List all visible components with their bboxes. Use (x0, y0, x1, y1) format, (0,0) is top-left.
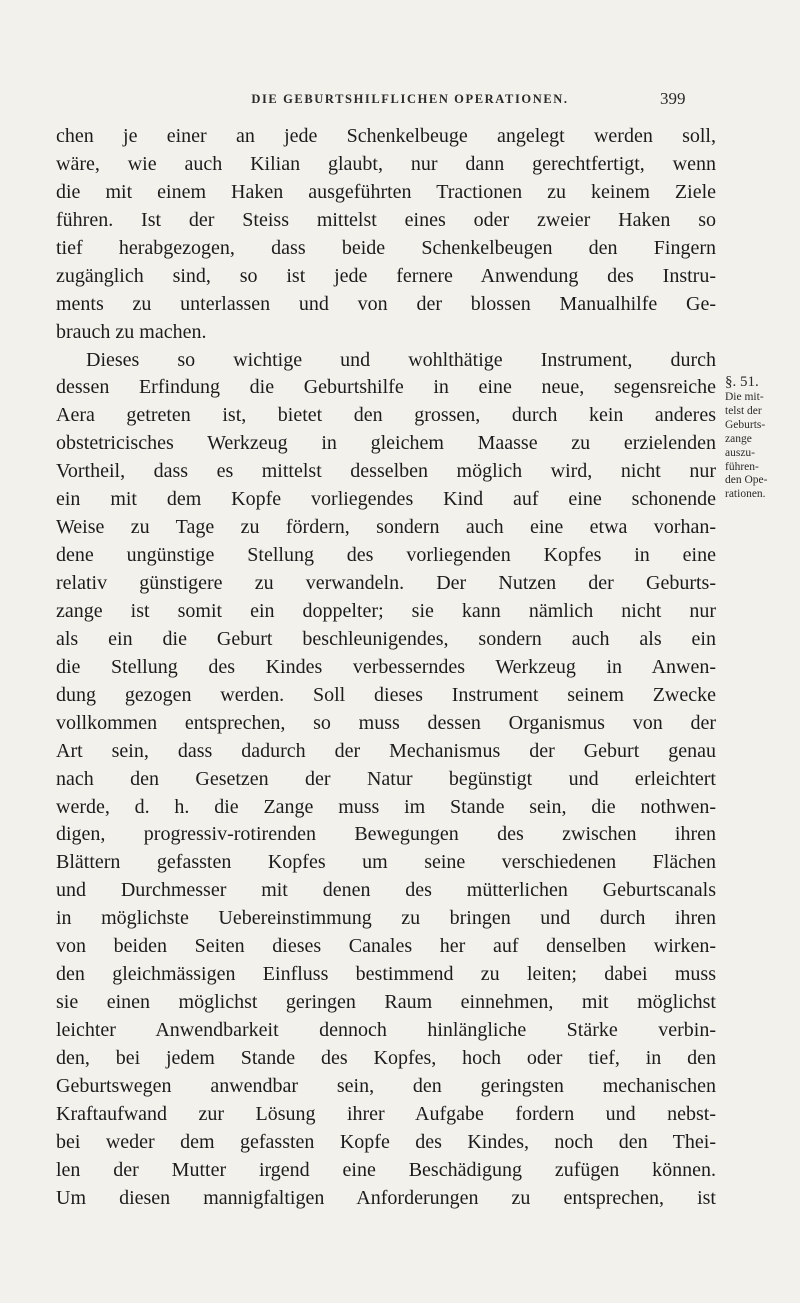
text-line: werde, d. h. die Zange muss im Stande sein, die nothwen- (56, 795, 716, 818)
text-line: vollkommen entsprechen, so muss dessen Organismus von der (56, 711, 716, 734)
text-line: von beiden Seiten dieses Canales her auf denselben wirken- (56, 935, 716, 958)
margin-note-line: Geburts- (725, 418, 766, 431)
text-line: ments zu unterlassen und von der blossen Manualhilfe Ge- (56, 292, 716, 315)
margin-note (725, 373, 797, 502)
text-line: Blättern gefassten Kopfes um seine verschiedenen Flächen (56, 851, 716, 874)
paragraph-number: §. 51. (725, 374, 759, 390)
text-line: den gleichmässigen Einfluss bestimmend zu leiten; dabei muss (56, 963, 716, 986)
text-line: Vortheil, dass es mittelst desselben möglich wird, nicht nur (56, 460, 716, 483)
text-line: chen je einer an jede Schenkelbeuge angelegt werden soll, (56, 125, 716, 147)
text-line: sie einen möglichst geringen Raum einnehmen, mit möglichst (56, 991, 716, 1014)
text-line: die mit einem Haken ausgeführten Tractionen zu keinem Ziele (56, 180, 716, 203)
text-line: als ein die Geburt beschleunigendes, sondern auch als ein (56, 627, 716, 650)
text-line: obstetricisches Werkzeug in gleichem Maasse zu erzielenden (56, 432, 716, 455)
text-line: dessen Erfindung die Geburtshilfe in eine neue, segensreiche (56, 376, 716, 399)
text-line: digen, progressiv-rotirenden Bewegungen des zwischen ihren (56, 823, 716, 846)
margin-note-line: führen- (725, 460, 759, 473)
margin-note-line: rationen. (725, 488, 766, 501)
text-line: in möglichste Uebereinstimmung zu bringen und durch ihren (56, 907, 716, 930)
text-line: zugänglich sind, so ist jede fernere Anwendung des Instru- (56, 264, 716, 287)
margin-note-line: auszu- (725, 446, 756, 459)
margin-note-line: den Ope- (725, 474, 768, 487)
text-line: Art sein, dass dadurch der Mechanismus der Geburt genau (56, 739, 716, 762)
text-line: und Durchmesser mit denen des mütterlichen Geburtscanals (56, 879, 716, 902)
margin-note-line: Die mit- (725, 391, 764, 403)
text-line: leichter Anwendbarkeit dennoch hinlängliche Stärke verbin- (56, 1019, 716, 1041)
text-line: tief herabgezogen, dass beide Schenkelbeugen den Fingern (56, 236, 716, 259)
text-line: Geburtswegen anwendbar sein, den geringsten mechanischen (56, 1074, 716, 1097)
text-line: die Stellung des Kindes verbesserndes Werkzeug in Anwen- (56, 655, 716, 678)
text-line: dene ungünstige Stellung des vorliegenden Kopfes in eine (56, 544, 716, 567)
text-line: bei weder dem gefassten Kopfe des Kindes, noch den Thei- (56, 1130, 716, 1153)
text-line: nach den Gesetzen der Natur begünstigt und erleichtert (56, 767, 716, 790)
text-line: Aera getreten ist, bietet den grossen, durch kein anderes (56, 404, 716, 427)
text-line: dung gezogen werden. Soll dieses Instrument seinem Zwecke (56, 683, 716, 706)
text-line: führen. Ist der Steiss mittelst eines oder zweier Haken so (56, 208, 716, 231)
body-text (56, 123, 716, 1213)
text-line: wäre, wie auch Kilian glaubt, nur dann gerechtfertigt, wenn (56, 152, 716, 175)
text-line: zange ist somit ein doppelter; sie kann nämlich nicht nur (56, 599, 716, 622)
page-number: 399 (660, 89, 686, 108)
text-line: Dieses so wichtige und wohlthätige Instrument, durch (86, 348, 716, 371)
text-line: relativ günstigere zu verwandeln. Der Nutzen der Geburts- (56, 572, 716, 594)
text-line: ein mit dem Kopfe vorliegendes Kind auf eine schonende (56, 488, 716, 511)
text-line: Um diesen mannigfaltigen Anforderungen zu entsprechen, ist (56, 1186, 716, 1209)
running-title: DIE GEBURTSHILFLICHEN OPERATIONEN. (251, 92, 569, 106)
margin-note-line: zange (725, 432, 752, 445)
margin-note-line: telst der (725, 404, 762, 417)
text-line: Kraftaufwand zur Lösung ihrer Aufgabe fordern und nebst- (56, 1102, 716, 1125)
text-line: len der Mutter irgend eine Beschädigung zufügen können. (56, 1158, 716, 1181)
text-line: den, bei jedem Stande des Kopfes, hoch oder tief, in den (56, 1046, 716, 1069)
text-line: brauch zu machen. (56, 320, 207, 343)
page-header (0, 89, 800, 114)
text-line: Weise zu Tage zu fördern, sondern auch eine etwa vorhan- (56, 516, 716, 539)
